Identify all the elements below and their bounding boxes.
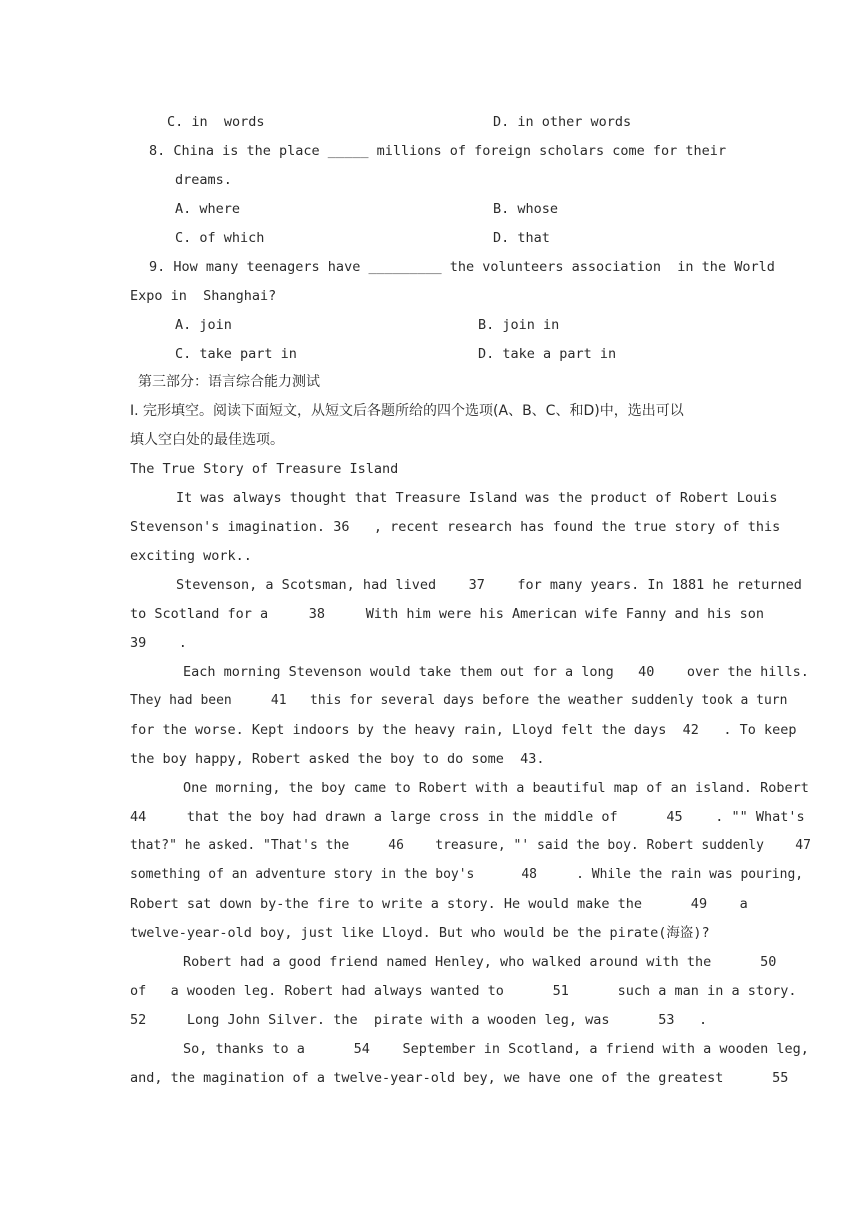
- passage-line: So, thanks to a 54 September in Scotland, a friend with a wooden leg,: [183, 1041, 809, 1057]
- passage-line: Stevenson, a Scotsman, had lived 37 for many years. In 1881 he returned: [176, 577, 802, 593]
- passage-line: One morning, the boy came to Robert with a beautiful map of an island. Robert: [183, 780, 809, 796]
- passage-line: Robert sat down by-the fire to write a story. He would make the 49 a: [130, 896, 748, 912]
- instruction-line-1: I. 完形填空。阅读下面短文，从短文后各题所给的四个选项(A、B、C、和D)中，选出可以: [130, 403, 684, 419]
- passage-line: for the worse. Kept indoors by the heavy rain, Lloyd felt the days 42 . To keep: [130, 722, 797, 738]
- question-8-option-c: C. of which: [175, 230, 265, 246]
- passage-line: Stevenson's imagination. 36 , recent research has found the true story of this: [130, 519, 781, 535]
- option-c-prev: C. in words: [167, 114, 265, 130]
- question-8-stem-cont: dreams.: [175, 172, 232, 188]
- passage-line: 52 Long John Silver. the pirate with a wooden leg, was 53 .: [130, 1012, 708, 1028]
- question-8-option-a: A. where: [175, 201, 241, 217]
- question-8-option-d: D. that: [493, 230, 550, 246]
- question-9-option-d: D. take a part in: [478, 346, 617, 362]
- question-8-option-b: B. whose: [493, 201, 559, 217]
- question-9-stem-cont: Expo in Shanghai?: [130, 288, 277, 304]
- passage-line: to Scotland for a 38 With him were his American wife Fanny and his son: [130, 606, 764, 622]
- passage-line: of a wooden leg. Robert had always wanted to 51 such a man in a story.: [130, 983, 797, 999]
- passage-line: 39 .: [130, 635, 187, 651]
- section-title: 第三部分：语言综合能力测试: [138, 374, 320, 390]
- passage-line: the boy happy, Robert asked the boy to do some 43.: [130, 751, 545, 767]
- passage-line: and, the magination of a twelve-year-old bey, we have one of the greatest 55: [130, 1070, 789, 1086]
- passage-line: twelve-year-old boy, just like Lloyd. But who would be the pirate(海盗)?: [130, 925, 710, 941]
- instruction-line-2: 填人空白处的最佳选项。: [130, 432, 284, 448]
- question-8-stem: 8. China is the place _____ millions of foreign scholars come for their: [149, 143, 727, 159]
- passage-line: They had been 41 this for several days before the weather suddenly took a turn: [130, 693, 788, 708]
- option-d-prev: D. in other words: [493, 114, 632, 130]
- passage-line: 44 that the boy had drawn a large cross in the middle of 45 . "" What's: [130, 809, 805, 825]
- question-9-option-b: B. join in: [478, 317, 560, 333]
- question-9-option-c: C. take part in: [175, 346, 297, 362]
- passage-line: Each morning Stevenson would take them out for a long 40 over the hills.: [183, 664, 809, 680]
- passage-line: that?" he asked. "That's the 46 treasure, "' said the boy. Robert suddenly 47: [130, 838, 811, 853]
- passage-line: It was always thought that Treasure Island was the product of Robert Louis: [176, 490, 778, 506]
- passage-line: something of an adventure story in the boy's 48 . While the rain was pouring,: [130, 867, 804, 882]
- question-9-stem: 9. How many teenagers have _________ the volunteers association in the World: [149, 259, 775, 275]
- question-9-option-a: A. join: [175, 317, 232, 333]
- passage-title: The True Story of Treasure Island: [130, 461, 399, 477]
- passage-line: Robert had a good friend named Henley, who walked around with the 50: [183, 954, 777, 970]
- passage-line: exciting work..: [130, 548, 252, 564]
